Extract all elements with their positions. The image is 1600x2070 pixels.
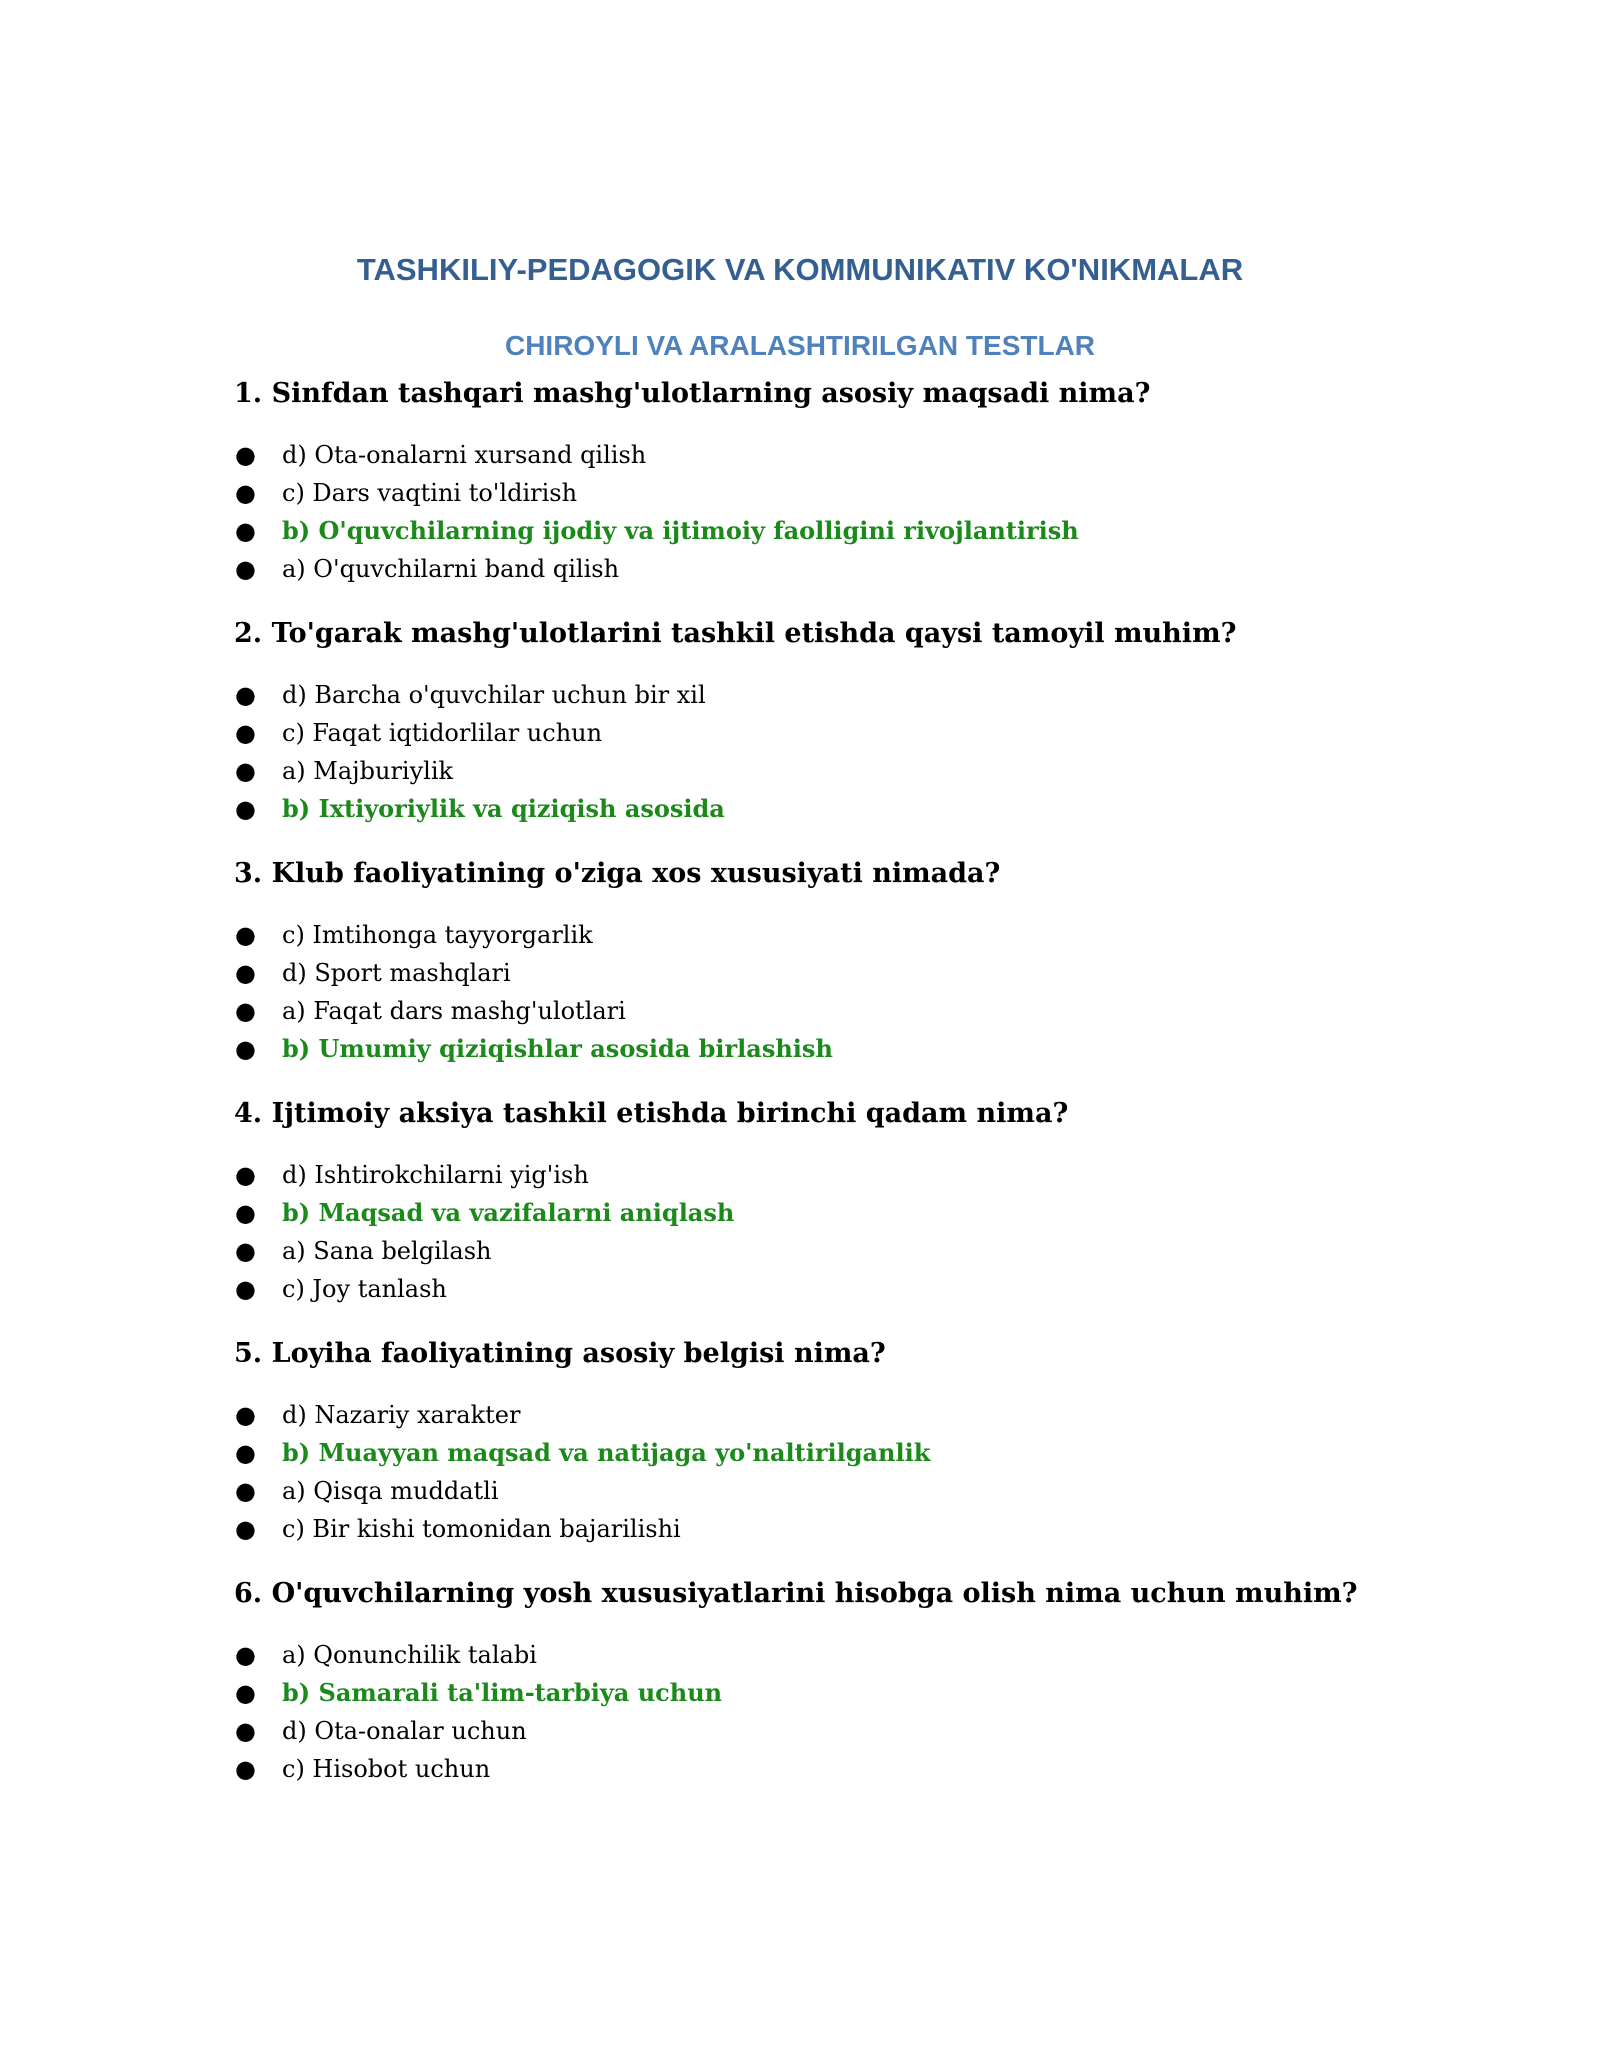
correct-answer-option — [234, 790, 1374, 828]
bullet-dot-icon: ● — [235, 555, 256, 583]
bullet-dot-icon: ● — [235, 1161, 256, 1189]
answer-options — [234, 676, 1374, 828]
answer-option-text: b) Muayyan maqsad va natijaga yo'naltirilganlik — [282, 1438, 931, 1467]
answer-option-text: c) Faqat iqtidorlilar uchun — [282, 719, 603, 747]
bullet-dot-icon: ● — [235, 479, 256, 507]
bullet-dot-icon: ● — [235, 997, 256, 1025]
answer-option-text: c) Hisobot uchun — [282, 1755, 491, 1783]
answer-option-text: a) Qisqa muddatli — [282, 1477, 499, 1505]
answer-option-text: a) O'quvchilarni band qilish — [282, 555, 620, 583]
answer-option-text: d) Ota-onalar uchun — [282, 1717, 527, 1745]
bullet-dot-icon: ● — [235, 1275, 256, 1303]
answer-option — [234, 916, 1374, 954]
answer-option — [234, 1510, 1374, 1548]
answer-option — [234, 1270, 1374, 1308]
answer-options — [234, 1396, 1374, 1548]
correct-answer-option — [234, 512, 1374, 550]
answer-option — [234, 992, 1374, 1030]
correct-answer-option — [234, 1030, 1374, 1068]
answer-option-text: a) Qonunchilik talabi — [282, 1641, 537, 1669]
answer-option — [234, 752, 1374, 790]
answer-option-text: b) O'quvchilarning ijodiy va ijtimoiy faolligini rivojlantirish — [282, 516, 1079, 545]
answer-options — [234, 916, 1374, 1068]
answer-option — [234, 1472, 1374, 1510]
bullet-dot-icon: ● — [235, 1641, 256, 1669]
answer-option-text: b) Ixtiyoriylik va qiziqish asosida — [282, 794, 725, 823]
bullet-dot-icon: ● — [235, 441, 256, 469]
question-block — [234, 612, 1374, 828]
document-title: TASHKILIY-PEDAGOGIK VA KOMMUNIKATIV KO'NIKMALAR — [356, 252, 1244, 287]
answer-option-text: a) Majburiylik — [282, 757, 454, 785]
answer-option — [234, 1396, 1374, 1434]
answer-option — [234, 1156, 1374, 1194]
question-text: 6. O'quvchilarning yosh xususiyatlarini hisobga olish nima uchun muhim? — [234, 1578, 1358, 1609]
answer-option-text: d) Sport mashqlari — [282, 959, 511, 987]
question-block — [234, 1092, 1374, 1308]
answer-option-text: d) Nazariy xarakter — [282, 1401, 521, 1429]
answer-option — [234, 954, 1374, 992]
answer-option-text: b) Umumiy qiziqishlar asosida birlashish — [282, 1034, 833, 1063]
answer-option-text: d) Ishtirokchilarni yig'ish — [282, 1161, 589, 1189]
answer-option — [234, 1636, 1374, 1674]
correct-answer-option — [234, 1194, 1374, 1232]
answer-option-text: a) Faqat dars mashg'ulotlari — [282, 997, 626, 1025]
bullet-dot-icon: ● — [235, 1237, 256, 1265]
bullet-dot-icon: ● — [235, 719, 256, 747]
bullet-dot-icon: ● — [235, 1678, 256, 1707]
answer-option-text: d) Ota-onalarni xursand qilish — [282, 441, 647, 469]
bullet-dot-icon: ● — [235, 516, 256, 545]
answer-option — [234, 676, 1374, 714]
correct-answer-option — [234, 1434, 1374, 1472]
answer-option — [234, 1750, 1374, 1788]
question-text: 2. To'garak mashg'ulotlarini tashkil etishda qaysi tamoyil muhim? — [234, 618, 1237, 649]
answer-options — [234, 1156, 1374, 1308]
answer-option-text: b) Samarali ta'lim-tarbiya uchun — [282, 1678, 723, 1707]
answer-option-text: d) Barcha o'quvchilar uchun bir xil — [282, 681, 706, 709]
answer-option-text: c) Dars vaqtini to'ldirish — [282, 479, 578, 507]
question-block — [234, 372, 1374, 588]
question-text: 5. Loyiha faoliyatining asosiy belgisi nima? — [234, 1338, 886, 1369]
answer-option — [234, 436, 1374, 474]
bullet-dot-icon: ● — [235, 1755, 256, 1783]
bullet-dot-icon: ● — [235, 1438, 256, 1467]
bullet-dot-icon: ● — [235, 1401, 256, 1429]
question-text: 4. Ijtimoiy aksiya tashkil etishda birinchi qadam nima? — [234, 1098, 1069, 1129]
bullet-dot-icon: ● — [235, 1717, 256, 1745]
bullet-dot-icon: ● — [235, 681, 256, 709]
answer-option — [234, 714, 1374, 752]
bullet-dot-icon: ● — [235, 959, 256, 987]
question-text: 3. Klub faoliyatining o'ziga xos xususiyati nimada? — [234, 858, 1001, 889]
answer-option — [234, 1232, 1374, 1270]
answer-option-text: c) Joy tanlash — [282, 1275, 447, 1303]
answer-option — [234, 550, 1374, 588]
answer-option-text: c) Bir kishi tomonidan bajarilishi — [282, 1515, 681, 1543]
question-block — [234, 1572, 1374, 1788]
question-block — [234, 852, 1374, 1068]
answer-option-text: a) Sana belgilash — [282, 1237, 492, 1265]
bullet-dot-icon: ● — [235, 757, 256, 785]
bullet-dot-icon: ● — [235, 1477, 256, 1505]
answer-option-text: c) Imtihonga tayyorgarlik — [282, 921, 593, 949]
question-block — [234, 1332, 1374, 1548]
bullet-dot-icon: ● — [235, 1515, 256, 1543]
bullet-dot-icon: ● — [235, 1034, 256, 1063]
answer-options — [234, 1636, 1374, 1788]
question-list — [234, 372, 1374, 1812]
document-subtitle: CHIROYLI VA ARALASHTIRILGAN TESTLAR — [504, 330, 1096, 361]
bullet-dot-icon: ● — [235, 921, 256, 949]
correct-answer-option — [234, 1674, 1374, 1712]
answer-options — [234, 436, 1374, 588]
answer-option-text: b) Maqsad va vazifalarni aniqlash — [282, 1198, 735, 1227]
bullet-dot-icon: ● — [235, 794, 256, 823]
answer-option — [234, 474, 1374, 512]
answer-option — [234, 1712, 1374, 1750]
question-text: 1. Sinfdan tashqari mashg'ulotlarning asosiy maqsadi nima? — [234, 378, 1151, 409]
bullet-dot-icon: ● — [235, 1198, 256, 1227]
